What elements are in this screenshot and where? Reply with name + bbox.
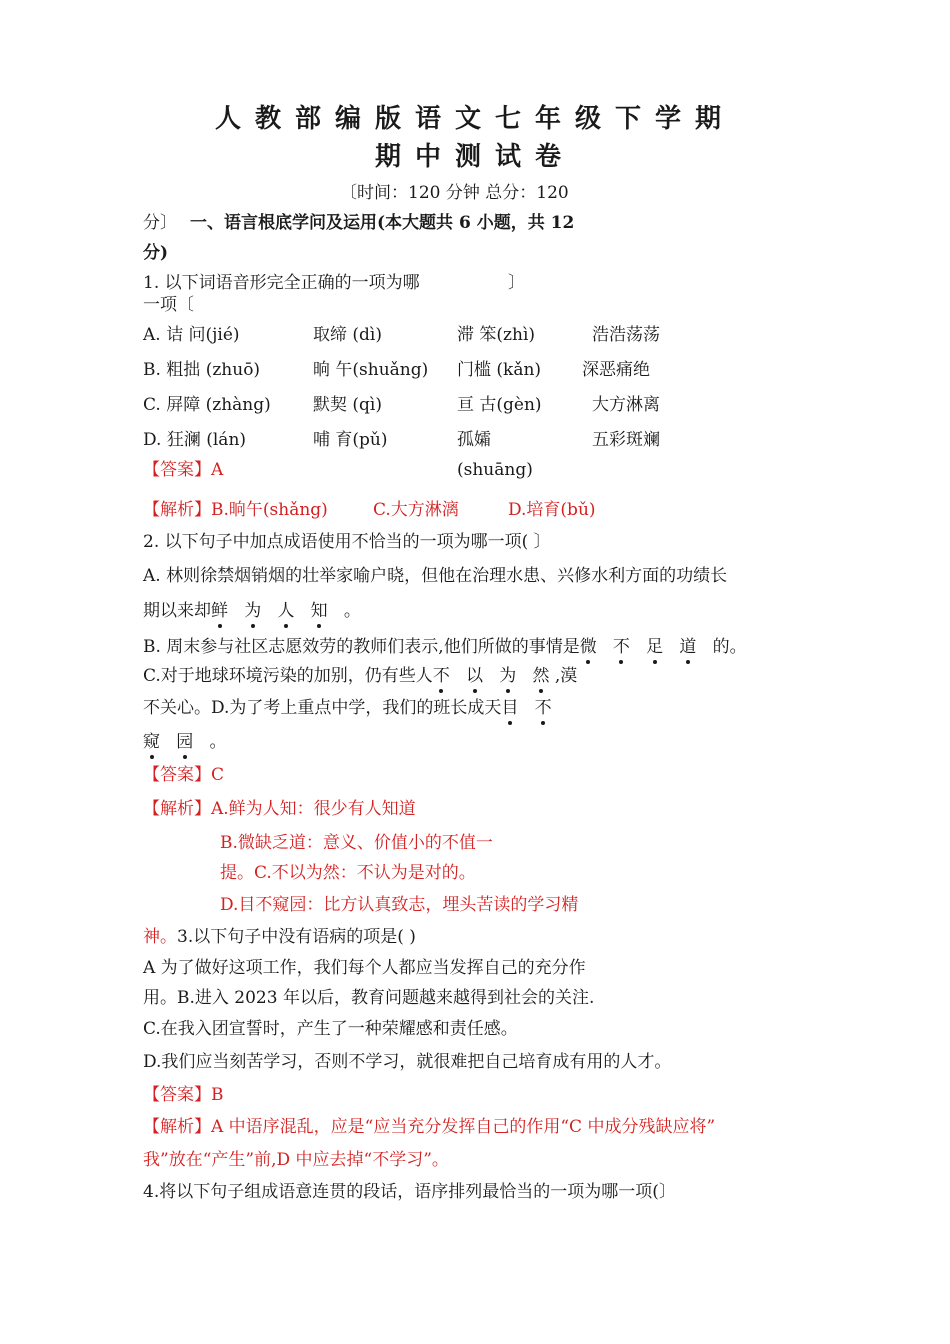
q1-answer: A (211, 460, 224, 480)
q2-option-a-line1: A. 林则徐禁烟销烟的壮举家喻户晓，但他在治理水患、兴修水利方面的功绩长 (143, 566, 728, 586)
q1-option-c-col3: 亘 古(gèn) (457, 395, 542, 415)
q1-stem-bracket: 〕 (508, 273, 525, 293)
idiom-char: 目 (501, 698, 519, 718)
q2-analysis-a: A.鲜为人知：很少有人知道 (211, 799, 416, 819)
section-heading-tail: 分) (143, 243, 169, 263)
q3-stem: 3.以下句子中没有语病的项是( ) (177, 927, 416, 947)
exam-meta-tail: 分〕 (143, 213, 177, 233)
q1-option-c-col1: C. 屏障 (zhàng) (143, 395, 271, 415)
q1-option-a-col3: 滞 笨(zhì) (457, 325, 536, 345)
q3-answer-label: 【答案】 (143, 1085, 211, 1105)
q2-option-d-line2 (143, 731, 226, 753)
q2-answer-label: 【答案】 (143, 765, 211, 785)
q3-option-c: C.在我入团宣誓时，产生了一种荣耀感和责任感。 (143, 1019, 518, 1039)
q1-option-a-col4: 浩浩荡荡 (592, 325, 660, 345)
q3-option-d: D.我们应当刻苦学习，否则不学习，就很难把自己培育成有用的人才。 (143, 1052, 672, 1072)
q1-option-d-col4: 五彩斑斓 (592, 430, 660, 450)
q2-option-a-text: 期以来却 (143, 601, 211, 621)
q3-analysis-label: 【解析】 (143, 1117, 211, 1137)
q2-answer: C (211, 765, 225, 785)
q1-analysis-label: 【解析】 (143, 500, 211, 520)
q1-option-b-col1: B. 粗拙 (zhuō) (143, 360, 261, 380)
page-title-line1: 人教部编版语文七年级下学期 (214, 104, 735, 134)
idiom-char: 鲜 (211, 601, 228, 621)
q2-analysis-label: 【解析】 (143, 799, 211, 819)
q2-option-b-suffix: 的。 (712, 637, 747, 657)
q3-option-a-line1: A 为了做好这项工作，我们每个人都应当发挥自己的充分作 (143, 958, 586, 978)
q1-option-b-col4: 深恶痛绝 (582, 360, 650, 380)
idiom-char: 为 (499, 666, 517, 686)
idiom-char: 然 (532, 666, 550, 686)
q2-option-b-text: B. 周末参与社区志愿效劳的教师们表示,他们所做的事情是 (143, 637, 580, 657)
idiom-char: 知 (310, 601, 328, 621)
q1-option-d-col1: D. 狂澜 (lán) (143, 430, 247, 450)
q1-answer-label: 【答案】 (143, 460, 211, 480)
idiom-char: 人 (277, 601, 295, 621)
q1-option-c-col4: 大方淋离 (592, 395, 660, 415)
q2-stem: 2. 以下句子中加点成语使用不恰当的一项为哪一项( 〕 (143, 532, 551, 552)
q2-analysis-b: B.微缺乏道：意义、价值小的不值一 (220, 833, 493, 853)
q2-option-a-line2 (143, 600, 361, 622)
q3-option-a-line2: 用。B.进入 2023 年以后，教育问题越来越得到社会的关注. (143, 988, 595, 1008)
q2-option-d-suffix: 。 (209, 732, 227, 752)
q2-analysis-c: 提。C.不以为然：不认为是对的。 (220, 863, 476, 883)
q3-analysis-line1: A 中语序混乱，应是“应当充分发挥自己的作用“C 中成分残缺应将” (211, 1117, 716, 1137)
q2-option-a-suffix: 。 (343, 601, 361, 621)
idiom-char: 园 (176, 732, 194, 752)
idiom-char: 足 (646, 637, 664, 657)
page-title-line2: 期中测试卷 (374, 142, 575, 172)
q2-analysis-tail: 神。 (143, 927, 177, 947)
idiom-char: 窥 (143, 732, 160, 752)
idiom-char: 微 (579, 637, 597, 657)
q1-analysis-b: B.晌午(shǎng) (211, 500, 328, 520)
q2-option-b-line (143, 636, 747, 658)
idiom-char: 为 (244, 601, 262, 621)
q2-option-d-line1 (143, 697, 552, 719)
q2-option-c-suffix: ,漠 (554, 666, 578, 686)
q1-option-a-col2: 取缔 (dì) (313, 325, 382, 345)
q1-option-a-col1: A. 诘 问(jié) (143, 325, 240, 345)
q1-option-c-col2: 默契 (qì) (313, 395, 382, 415)
q4-stem: 4.将以下句子组成语意连贯的段话，语序排列最恰当的一项为哪一项(〕 (143, 1182, 676, 1202)
q2-option-cd-text: 不关心。D.为了考上重点中学，我们的班长成天 (143, 698, 502, 718)
q2-analysis-d: D.目不窥园：比方认真致志，埋头苦读的学习精 (220, 895, 579, 915)
q1-stem: 1. 以下词语音形完全正确的一项为哪 (143, 273, 420, 293)
idiom-char: 不 (432, 666, 450, 686)
idiom-char: 道 (679, 637, 697, 657)
section-heading: 一、语言根底学问及运用(本大题共 6 小题，共 12 (190, 213, 575, 233)
q1-option-b-col3: 门槛 (kǎn) (457, 360, 542, 380)
q1-option-d-col2: 哺 育(pǔ) (313, 430, 388, 450)
idiom-char: 不 (612, 637, 630, 657)
q1-analysis-d: D.培育(bǔ) (508, 500, 596, 520)
exam-meta: 〔时间：120 分钟 总分：120 (340, 183, 569, 203)
q1-option-b-col2: 晌 午(shuǎng) (313, 360, 429, 380)
q3-analysis-line2: 我”放在“产生”前,D 中应去掉“不学习”。 (143, 1150, 449, 1170)
idiom-char: 不 (534, 698, 552, 718)
q2-option-c-text: C.对于地球环境污染的加别，仍有些人 (143, 666, 433, 686)
idiom-char: 以 (466, 666, 484, 686)
q1-option-d-col3: 孤孀 (457, 430, 491, 450)
q1-analysis-c: C.大方淋漓 (373, 500, 459, 520)
q2-option-c-line (143, 665, 577, 687)
q1-stem-tail: 一项〔 (143, 295, 194, 315)
q3-answer: B (211, 1085, 224, 1105)
q1-option-d-pinyin: (shuāng) (457, 460, 533, 480)
